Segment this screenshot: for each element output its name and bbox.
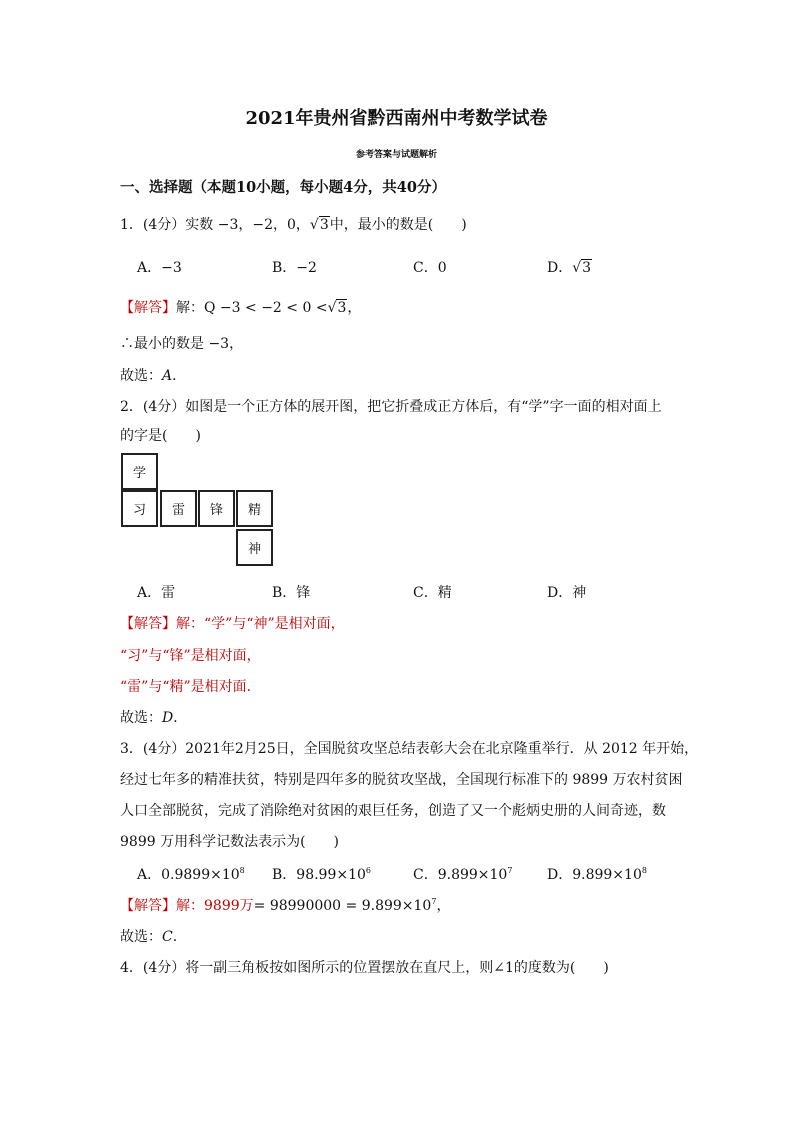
q1-answer xyxy=(120,297,361,317)
q3-answer-exponent: 7 xyxy=(431,897,437,906)
choice-letter: D xyxy=(162,710,174,726)
choice-letter: C xyxy=(162,929,173,945)
option-base: A．0.9899×10 xyxy=(137,867,240,883)
answer-tag: 【解答】 xyxy=(120,898,176,914)
option-exponent: 8 xyxy=(641,866,647,875)
q3-option-b xyxy=(272,864,371,884)
choice-prefix: 故选： xyxy=(120,929,162,945)
net-cell-feng: 锋 xyxy=(198,490,235,527)
q2-option-d: D．神 xyxy=(547,585,587,601)
question-2-stem-line1: 2．(4分）如图是一个正方体的展开图，把它折叠成正方体后，有“学”字一面的相对面上 xyxy=(120,399,662,415)
question-1-text-c: 中，最小的数是( ) xyxy=(329,217,467,233)
q3-answer-prefix: 解： xyxy=(176,898,204,914)
option-exponent: 8 xyxy=(239,866,245,875)
choice-suffix: ． xyxy=(172,929,187,945)
document-title: 2021年贵州省黔西南州中考数学试卷 xyxy=(245,108,548,129)
q1-option-c: C．0 xyxy=(413,260,447,276)
q1-answer-line2: ∴最小的数是 −3， xyxy=(120,336,244,352)
option-base: D．9.899×10 xyxy=(547,867,642,883)
sqrt-symbol: √3 xyxy=(309,217,329,233)
q3-choice xyxy=(120,926,187,946)
question-3-stem-line1: 3．(4分）2021年2月25日，全国脱贫攻坚总结表彰大会在北京隆重举行．从 2012 年开始， xyxy=(120,741,699,757)
q3-answer-highlight: 9899万 xyxy=(204,898,254,914)
q3-answer-equation: = 98990000 = 9.899×10 xyxy=(253,898,432,914)
net-cell-xi: 习 xyxy=(121,490,158,527)
choice-letter: A xyxy=(162,368,173,384)
sqrt-radicand: 3 xyxy=(337,300,347,316)
sqrt-radicand: 3 xyxy=(582,260,592,276)
choice-suffix: ． xyxy=(172,368,187,384)
answer-tag: 【解答】 xyxy=(120,300,176,316)
option-base: B．98.99×10 xyxy=(272,867,366,883)
question-4-stem: 4．(4分）将一副三角板按如图所示的位置摆放在直尺上，则∠1的度数为( ) xyxy=(120,960,609,976)
q1-choice xyxy=(120,365,186,385)
question-3-stem-line2: 经过七年多的精准扶贫，特别是四年多的脱贫攻坚战，全国现行标准下的 9899 万农村贫困 xyxy=(120,772,683,788)
document-subtitle: 参考答案与试题解析 xyxy=(355,150,437,160)
q2-answer-line1: 解：“学”与“神”是相对面， xyxy=(176,616,345,632)
q2-choice xyxy=(120,707,187,727)
answer-tag: 【解答】 xyxy=(120,616,176,632)
sqrt-symbol: √3 xyxy=(572,260,592,276)
q3-option-a xyxy=(137,864,245,884)
q1-option-d xyxy=(547,257,592,277)
q2-option-b: B．锋 xyxy=(272,585,311,601)
q1-answer-text: 解：Q −3 < −2 < 0 < xyxy=(176,300,328,316)
q3-option-c xyxy=(413,864,512,884)
q3-option-d xyxy=(547,864,647,884)
choice-prefix: 故选： xyxy=(120,710,162,726)
net-cell-jing: 精 xyxy=(236,490,273,527)
q1-option-d-label: D． xyxy=(547,260,573,276)
q1-option-a: A．−3 xyxy=(137,260,182,276)
net-cell-shen: 神 xyxy=(236,529,273,566)
sqrt-radicand: 3 xyxy=(319,217,329,233)
net-cell-lei: 雷 xyxy=(160,490,197,527)
question-3-stem-line3: 人口全部脱贫，完成了消除绝对贫困的艰巨任务，创造了又一个彪炳史册的人间奇迹，数 xyxy=(120,803,666,819)
choice-suffix: ． xyxy=(173,710,188,726)
option-exponent: 7 xyxy=(507,866,513,875)
question-3-stem-line4: 9899 万用科学记数法表示为( ) xyxy=(120,834,340,850)
question-2-stem-line2: 的字是( ) xyxy=(120,428,201,444)
q1-option-b: B．−2 xyxy=(272,260,317,276)
question-1-text-a: 1．(4分）实数 −3，−2，0， xyxy=(120,217,310,233)
q2-answer-line3: “雷”与“精”是相对面． xyxy=(120,679,261,695)
option-base: C．9.899×10 xyxy=(413,867,508,883)
net-cell-xue: 学 xyxy=(121,453,158,490)
q3-answer-end: ， xyxy=(436,898,451,914)
q2-option-a: A．雷 xyxy=(137,585,176,601)
option-exponent: 6 xyxy=(365,866,372,875)
q1-answer-end: ， xyxy=(347,300,362,316)
q2-option-c: C．精 xyxy=(413,585,452,601)
choice-prefix: 故选： xyxy=(120,368,162,384)
q3-answer xyxy=(120,895,450,915)
question-1-stem xyxy=(120,214,467,234)
q2-answer-line2: “习”与“锋”是相对面， xyxy=(120,648,261,664)
sqrt-symbol: √3 xyxy=(327,300,347,316)
section-heading: 一、选择题（本题10小题，每小题4分，共40分） xyxy=(120,179,446,196)
q2-answer xyxy=(120,613,345,633)
